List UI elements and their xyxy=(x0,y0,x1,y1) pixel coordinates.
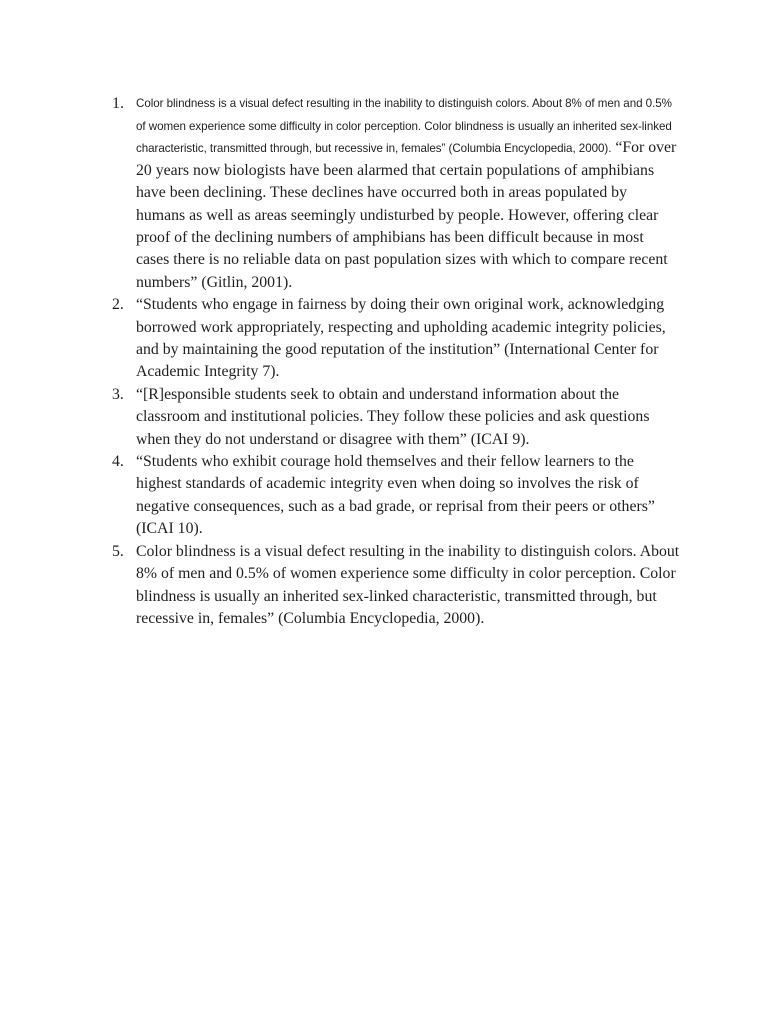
list-number: 3. xyxy=(112,385,124,403)
list-item-text: “Students who exhibit courage hold themselves and their fellow learners to the highest standards of academic integrity even when doing so involves the risk of negative consequences, such as a bad grade, or reprisal from their peers or others” (ICAI 10). xyxy=(136,453,655,538)
list-item xyxy=(104,92,680,294)
list-number: 2. xyxy=(112,296,124,314)
list-item xyxy=(104,384,680,451)
list-item xyxy=(104,451,680,541)
list-item-text: “[R]esponsible students seek to obtain and understand information about the classroom and institutional policies. They follow these policies and ask questions when they do not understand or disagree with them” (ICAI 9). xyxy=(136,385,650,448)
list-item-text: “For over 20 years now biologists have been alarmed that certain populations of amphibians have been declining. These declines have occurred both in areas populated by humans as well as areas seemingly undisturbed by people. However, offering clear proof of the declining numbers of amphibians has been difficult because in most cases there is no reliable data on past population sizes with which to compare recent numbers” (Gitlin, 2001). xyxy=(136,139,677,291)
list-number: 5. xyxy=(112,542,124,560)
list-item-text: Color blindness is a visual defect resulting in the inability to distinguish colors. About 8% of men and 0.5% of women experience some difficulty in color perception. Color blindness is usually an inherited sex-linked characteristic, transmitted through, but recessive in, females” (Columbia Encyclopedia, 2000). xyxy=(136,542,680,627)
list-item-small-text: Color blindness is a visual defect resulting in the inability to distinguish colors. About 8% of men and 0.5% of women experience some difficulty in color perception. Color blindness is usually an inherited sex-linked characteristic, transmitted through, but recessive in, females” (Columbia Encyclopedia, 2000). xyxy=(136,97,672,156)
numbered-list xyxy=(104,92,680,630)
list-item xyxy=(104,541,680,631)
list-number: 4. xyxy=(112,453,124,471)
list-item-text: “Students who engage in fairness by doing their own original work, acknowledging borrowed work appropriately, respecting and upholding academic integrity policies, and by maintaining the good reputation of the institution” (International Center for Academic Integrity 7). xyxy=(136,296,666,381)
list-number: 1. xyxy=(112,95,124,112)
list-item xyxy=(104,294,680,384)
